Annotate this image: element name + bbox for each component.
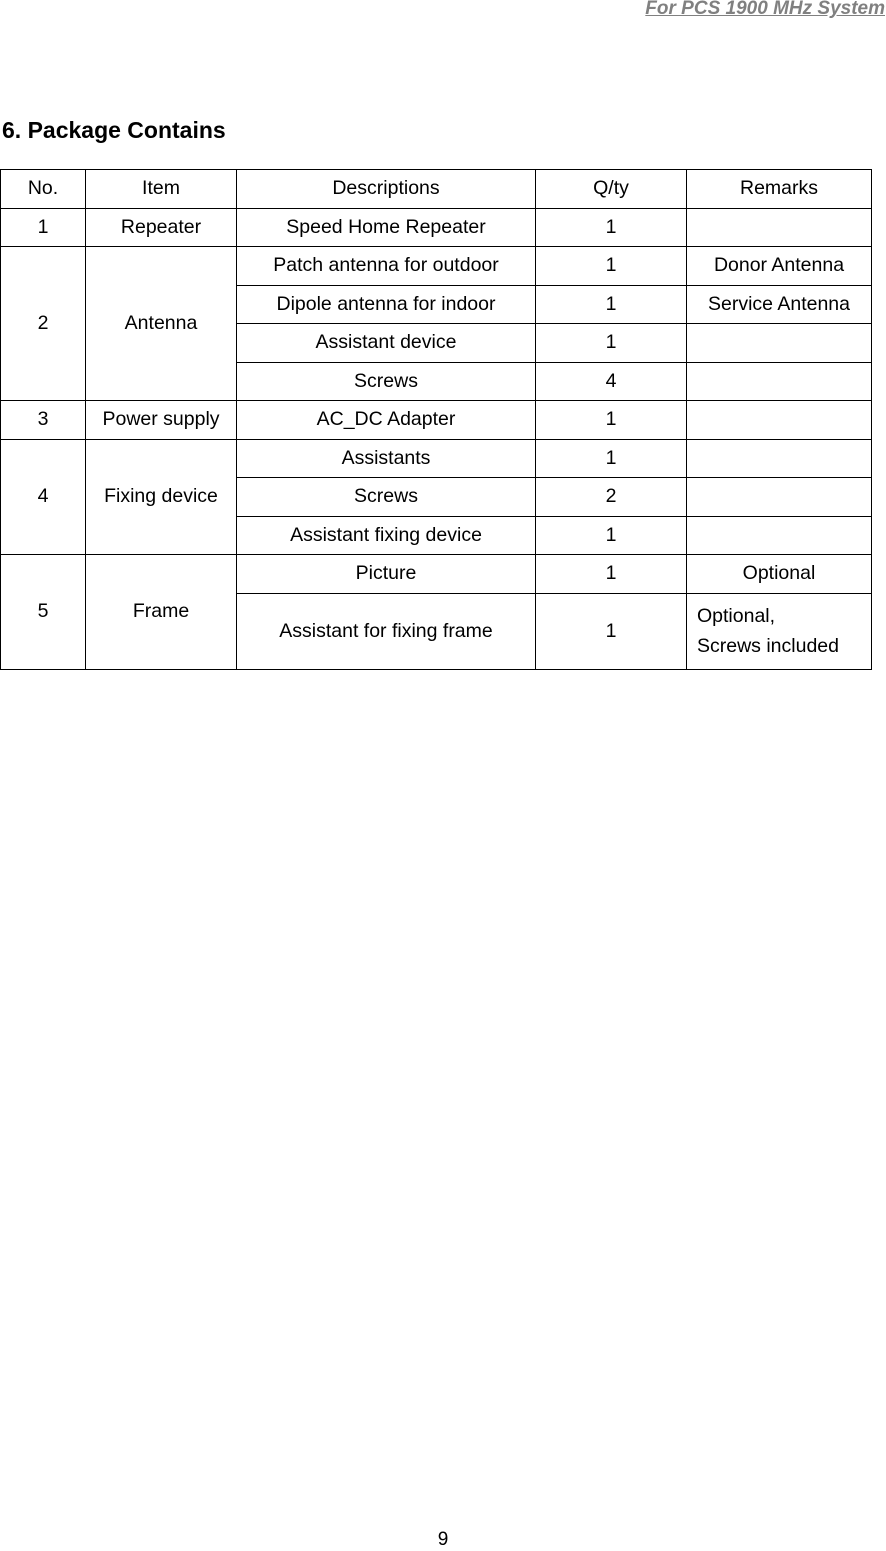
cell-description: Screws: [237, 362, 536, 401]
package-contents-table: [0, 169, 872, 670]
column-header-remarks: Remarks: [687, 170, 872, 209]
cell-description: Picture: [237, 555, 536, 594]
cell-qty: 4: [536, 362, 687, 401]
cell-qty: 1: [536, 439, 687, 478]
cell-item: Fixing device: [86, 439, 237, 555]
cell-description: Assistant fixing device: [237, 516, 536, 555]
cell-description: Assistants: [237, 439, 536, 478]
table-header-row: [1, 170, 872, 209]
cell-description: Assistant device: [237, 324, 536, 363]
page-number: 9: [437, 1529, 449, 1550]
table-row: [1, 247, 872, 286]
cell-remarks: [687, 401, 872, 440]
cell-remarks: [687, 362, 872, 401]
cell-item: Power supply: [86, 401, 237, 440]
cell-no: 5: [1, 555, 86, 670]
cell-remarks: [687, 478, 872, 517]
column-header-no: No.: [1, 170, 86, 209]
cell-no: 2: [1, 247, 86, 401]
table-row: [1, 555, 872, 594]
column-header-item: Item: [86, 170, 237, 209]
table-row: [1, 439, 872, 478]
cell-item: Antenna: [86, 247, 237, 401]
section-title: 6. Package Contains: [2, 117, 226, 143]
column-header-descriptions: Descriptions: [237, 170, 536, 209]
cell-qty: 2: [536, 478, 687, 517]
cell-remarks: [687, 208, 872, 247]
cell-no: 1: [1, 208, 86, 247]
cell-no: 4: [1, 439, 86, 555]
cell-remarks: [687, 439, 872, 478]
cell-qty: 1: [536, 324, 687, 363]
cell-remarks: [687, 516, 872, 555]
cell-description: Screws: [237, 478, 536, 517]
cell-qty: 1: [536, 401, 687, 440]
cell-description: Speed Home Repeater: [237, 208, 536, 247]
cell-remarks: Service Antenna: [687, 285, 872, 324]
cell-remarks: Donor Antenna: [687, 247, 872, 286]
cell-description: Dipole antenna for indoor: [237, 285, 536, 324]
cell-remarks: [687, 324, 872, 363]
table-row: [1, 208, 872, 247]
cell-no: 3: [1, 401, 86, 440]
cell-qty: 1: [536, 285, 687, 324]
cell-qty: 1: [536, 516, 687, 555]
cell-remarks: Optional, Screws included: [687, 593, 872, 669]
cell-item: Repeater: [86, 208, 237, 247]
cell-qty: 1: [536, 555, 687, 594]
cell-item: Frame: [86, 555, 237, 670]
header-system-label: For PCS 1900 MHz System: [645, 0, 885, 19]
cell-qty: 1: [536, 593, 687, 669]
cell-qty: 1: [536, 208, 687, 247]
column-header-qty: Q/ty: [536, 170, 687, 209]
cell-description: Patch antenna for outdoor: [237, 247, 536, 286]
cell-description: Assistant for fixing frame: [237, 593, 536, 669]
cell-qty: 1: [536, 247, 687, 286]
cell-description: AC_DC Adapter: [237, 401, 536, 440]
table-row: [1, 401, 872, 440]
cell-remarks: Optional: [687, 555, 872, 594]
